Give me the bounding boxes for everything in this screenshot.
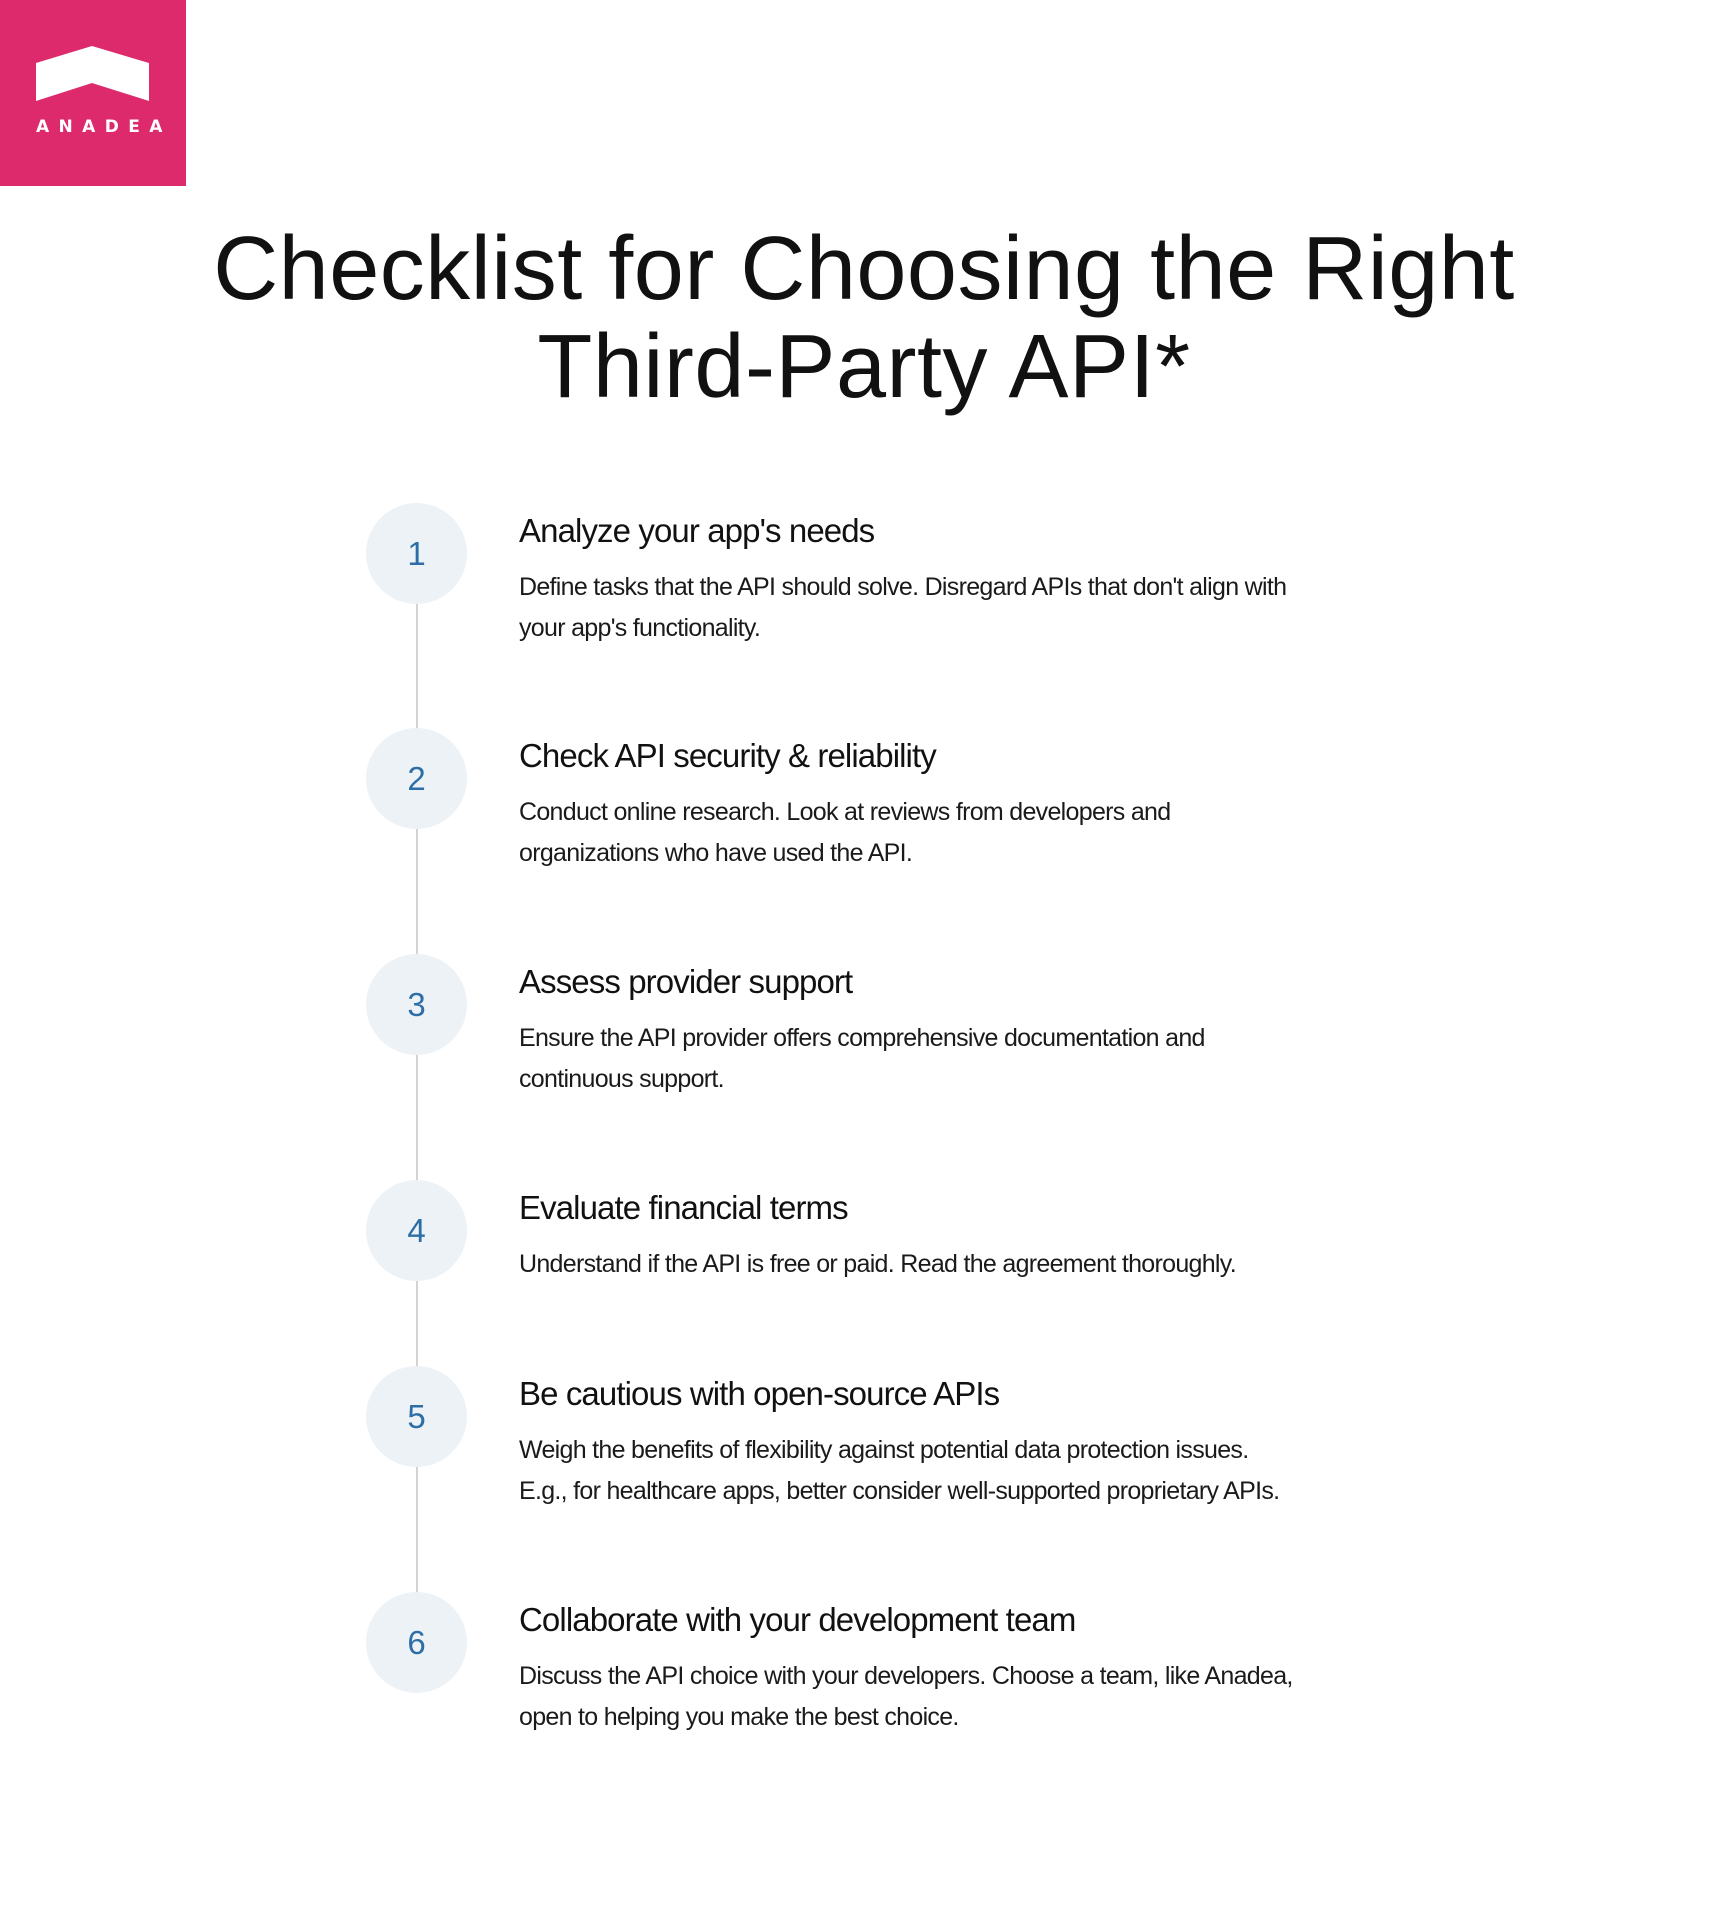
step-description-line: Conduct online research. Look at reviews from developers and (519, 798, 1171, 826)
step-description (519, 567, 1419, 649)
roof-chevron-icon (0, 0, 186, 186)
step-description (519, 1656, 1419, 1738)
step-number-badge: 6 (366, 1592, 467, 1693)
step-description (519, 1430, 1419, 1512)
step-heading: Be cautious with open-source APIs (519, 1375, 1000, 1412)
step-description-line: open to helping you make the best choice. (519, 1703, 959, 1731)
step-description-line: Weigh the benefits of flexibility against potential data protection issues. (519, 1436, 1249, 1464)
step-description-line: continuous support. (519, 1065, 724, 1093)
step-description-line: Define tasks that the API should solve. Disregard APIs that don't align with (519, 573, 1287, 601)
step-number-badge: 1 (366, 503, 467, 604)
step-number-badge: 5 (366, 1366, 467, 1467)
step-heading: Evaluate financial terms (519, 1189, 848, 1226)
title-line-2: Third-Party API* (537, 317, 1191, 417)
step-description-line: Understand if the API is free or paid. Read the agreement thoroughly. (519, 1250, 1236, 1278)
step-heading: Collaborate with your development team (519, 1601, 1076, 1638)
step-description (519, 792, 1419, 874)
step-number-badge: 3 (366, 954, 467, 1055)
step-number-badge: 4 (366, 1180, 467, 1281)
step-description (519, 1018, 1419, 1100)
step-description-line: organizations who have used the API. (519, 839, 913, 867)
step-description (519, 1244, 1419, 1285)
step-heading: Analyze your app's needs (519, 512, 875, 549)
step-description-line: Ensure the API provider offers comprehensive documentation and (519, 1024, 1205, 1052)
step-number-badge: 2 (366, 728, 467, 829)
step-heading: Assess provider support (519, 963, 853, 1000)
anadea-logo (0, 0, 186, 186)
step-description-line: Discuss the API choice with your developers. Choose a team, like Anadea, (519, 1662, 1293, 1690)
brand-name: ANADEA (36, 117, 172, 137)
step-description-line: E.g., for healthcare apps, better consider well-supported proprietary APIs. (519, 1477, 1280, 1505)
step-heading: Check API security & reliability (519, 737, 936, 774)
step-description-line: your app's functionality. (519, 614, 761, 642)
page-title (0, 220, 1728, 416)
title-line-1: Checklist for Choosing the Right (213, 219, 1515, 319)
